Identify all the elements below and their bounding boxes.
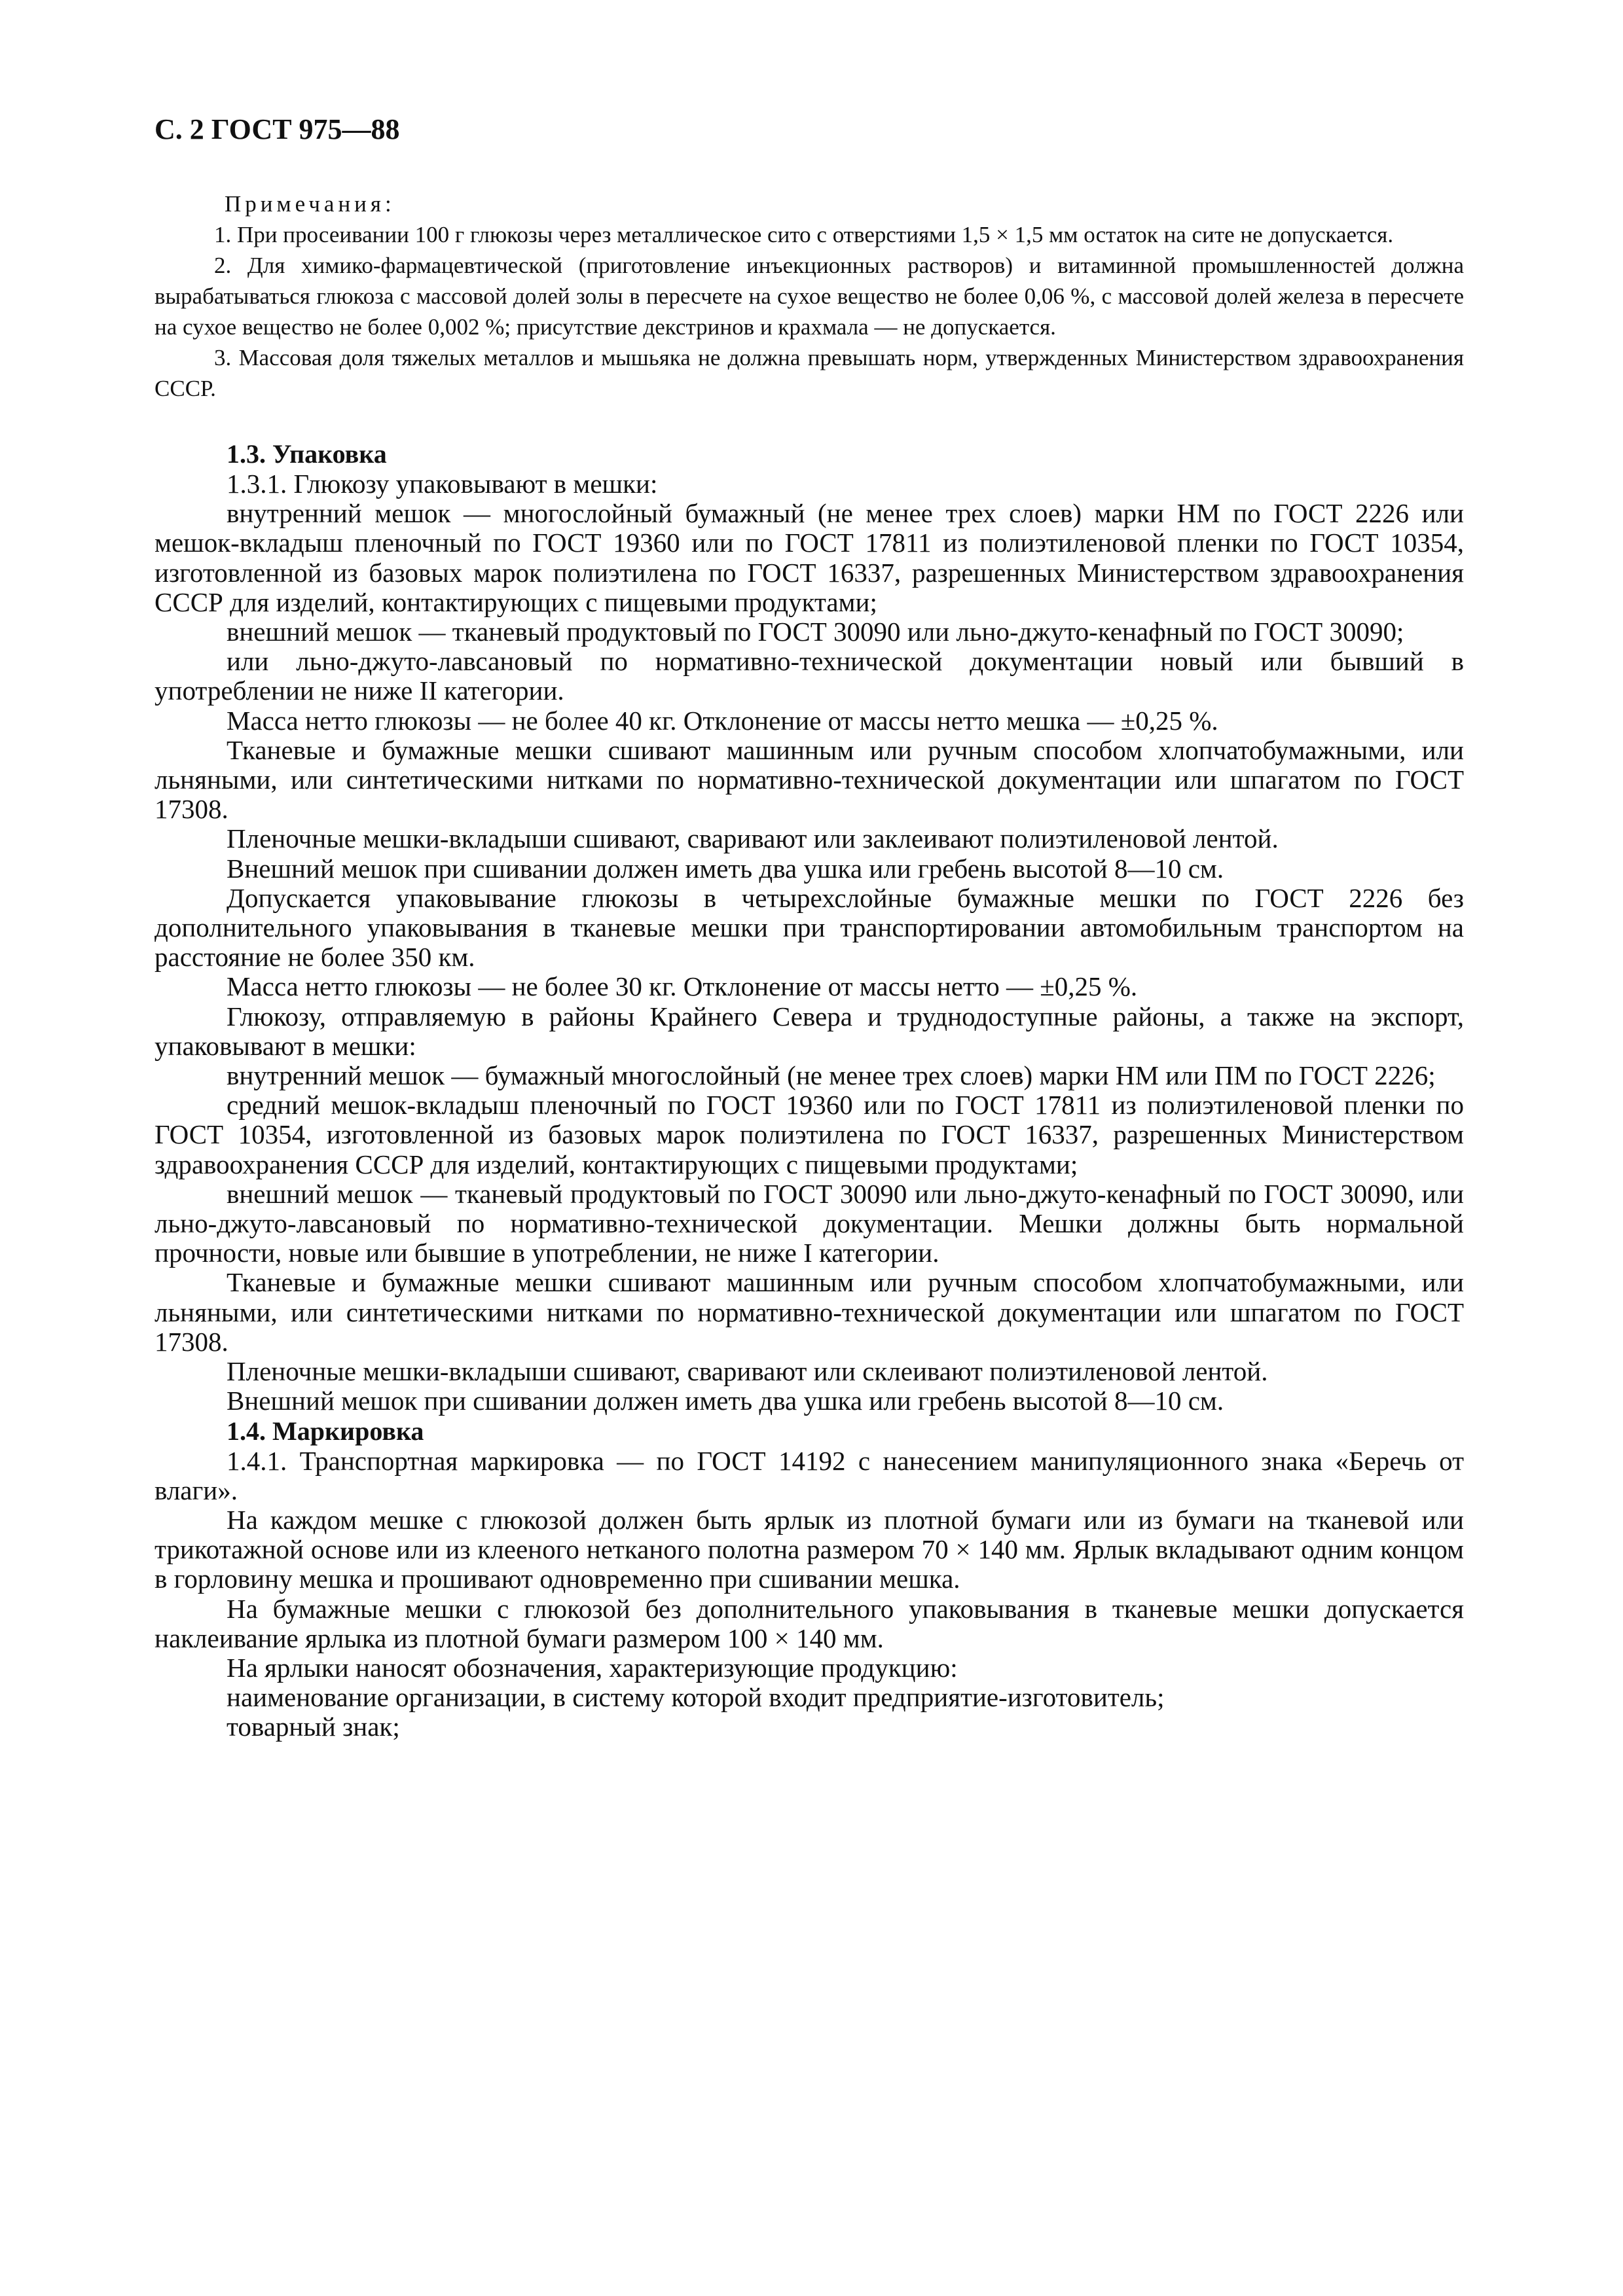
section-title-packaging: 1.3. Упаковка bbox=[227, 439, 387, 469]
packaging-paragraph: или льно-джуто-лавсановый по нормативно-технической документации новый или бывший в употреблении не ниже II категории. bbox=[155, 646, 1464, 706]
marking-paragraph: На каждом мешке с глюкозой должен быть ярлык из плотной бумаги или из бумаги на тканевой или трикотажной основе или из клееного нетканого полотна размером 70 × 140 мм. Ярлык вкладывают одним концом в горловину мешка и прошивают одновременно при сшивании мешка. bbox=[155, 1504, 1464, 1594]
packaging-paragraph: внутренний мешок — бумажный многослойный (не менее трех слоев) марки НМ или ПМ по ГОСТ 2226; bbox=[227, 1060, 1436, 1091]
packaging-paragraph: внешний мешок — тканевый продуктовый по ГОСТ 30090 или льно-джуто-кенафный по ГОСТ 30090; bbox=[227, 617, 1404, 647]
packaging-paragraph: Масса нетто глюкозы — не более 40 кг. Отклонение от массы нетто мешка — ±0,25 %. bbox=[227, 705, 1218, 736]
packaging-paragraph: Масса нетто глюкозы — не более 30 кг. Отклонение от массы нетто — ±0,25 %. bbox=[227, 971, 1138, 1002]
packaging-paragraph: Внешний мешок при сшивании должен иметь два ушка или гребень высотой 8—10 см. bbox=[227, 1386, 1224, 1416]
notes-title: Примечания: bbox=[225, 191, 395, 217]
document-page bbox=[155, 111, 1464, 1742]
packaging-paragraph: средний мешок-вкладыш пленочный по ГОСТ 19360 или по ГОСТ 17811 из полиэтиленовой пленки по ГОСТ 10354, изготовленной из базовых марок полиэтилена по ГОСТ 16337, разрешенных Министерством здравоохранения СССР для изделий, контактирующих с пищевыми продуктами; bbox=[155, 1090, 1464, 1179]
note-item-3: 3. Массовая доля тяжелых металлов и мышьяка не должна превышать норм, утвержденных Министерством здравоохранения СССР. bbox=[155, 345, 1464, 401]
page-header: С. 2 ГОСТ 975—88 bbox=[155, 113, 400, 145]
packaging-paragraph: Глюкозу, отправляемую в районы Крайнего Севера и труднодоступные районы, а также на экспорт, упаковывают в мешки: bbox=[155, 1001, 1464, 1061]
section-title-marking: 1.4. Маркировка bbox=[227, 1416, 424, 1446]
packaging-paragraph: внешний мешок — тканевый продуктовый по ГОСТ 30090 или льно-джуто-кенафный по ГОСТ 30090, или льно-джуто-лавсановый по нормативно-технической документации. Мешки должны быть нормальной прочности, новые или бывшие в употреблении, не ниже I категории. bbox=[155, 1178, 1464, 1268]
packaging-paragraph: Пленочные мешки-вкладыши сшивают, сваривают или заклеивают полиэтиленовой лентой. bbox=[227, 823, 1279, 854]
packaging-paragraph: внутренний мешок — многослойный бумажный (не менее трех слоев) марки НМ по ГОСТ 2226 или мешок-вкладыш пленочный по ГОСТ 19360 или по ГОСТ 17811 из полиэтиленовой пленки по ГОСТ 10354, изготовленной из базовых марок полиэтилена по ГОСТ 16337, разрешенных Министерством здравоохранения СССР для изделий, контактирующих с пищевыми продуктами; bbox=[155, 498, 1464, 617]
packaging-paragraph: 1.3.1. Глюкозу упаковывают в мешки: bbox=[227, 469, 658, 499]
marking-paragraph: наименование организации, в систему которой входит предприятие-изготовитель; bbox=[227, 1682, 1165, 1713]
packaging-paragraph: Тканевые и бумажные мешки сшивают машинным или ручным способом хлопчатобумажными, или льняными, или синтетическими нитками по нормативно-технической документации или шпагатом по ГОСТ 17308. bbox=[155, 734, 1464, 825]
note-item-2: 2. Для химико-фармацевтической (приготовление инъекционных растворов) и витаминной промышленностей должна вырабатываться глюкоза с массовой долей золы в пересчете на сухое вещество не более 0,06 %, с массовой долей железа в пересчете на сухое вещество не более 0,002 %; присутствие декстринов и крахмала — не допускается. bbox=[155, 253, 1464, 340]
marking-paragraph: На бумажные мешки с глюкозой без дополнительного упаковывания в тканевые мешки допускается наклеивание ярлыка из плотной бумаги размером 100 × 140 мм. bbox=[155, 1593, 1464, 1653]
packaging-paragraph: Тканевые и бумажные мешки сшивают машинным или ручным способом хлопчатобумажными, или льняными, или синтетическими нитками по нормативно-технической документации или шпагатом по ГОСТ 17308. bbox=[155, 1267, 1464, 1357]
note-item-1: 1. При просеивании 100 г глюкозы через металлическое сито с отверстиями 1,5 × 1,5 мм остаток на сите не допускается. bbox=[214, 222, 1394, 247]
packaging-paragraph: Внешний мешок при сшивании должен иметь два ушка или гребень высотой 8—10 см. bbox=[227, 853, 1224, 884]
notes-block bbox=[155, 188, 1464, 404]
marking-paragraph: 1.4.1. Транспортная маркировка — по ГОСТ 14192 с нанесением манипуляционного знака «Беречь от влаги». bbox=[155, 1445, 1464, 1505]
packaging-paragraph: Допускается упаковывание глюкозы в четырехслойные бумажные мешки по ГОСТ 2226 без дополнительного упаковывания в тканевые мешки при транспортировании автомобильным транспортом на расстояние не более 350 км. bbox=[155, 882, 1464, 973]
marking-paragraph: товарный знак; bbox=[227, 1712, 400, 1742]
marking-paragraph: На ярлыки наносят обозначения, характеризующие продукцию: bbox=[227, 1652, 958, 1683]
main-text bbox=[155, 439, 1464, 1742]
packaging-paragraph: Пленочные мешки-вкладыши сшивают, сваривают или склеивают полиэтиленовой лентой. bbox=[227, 1356, 1268, 1387]
